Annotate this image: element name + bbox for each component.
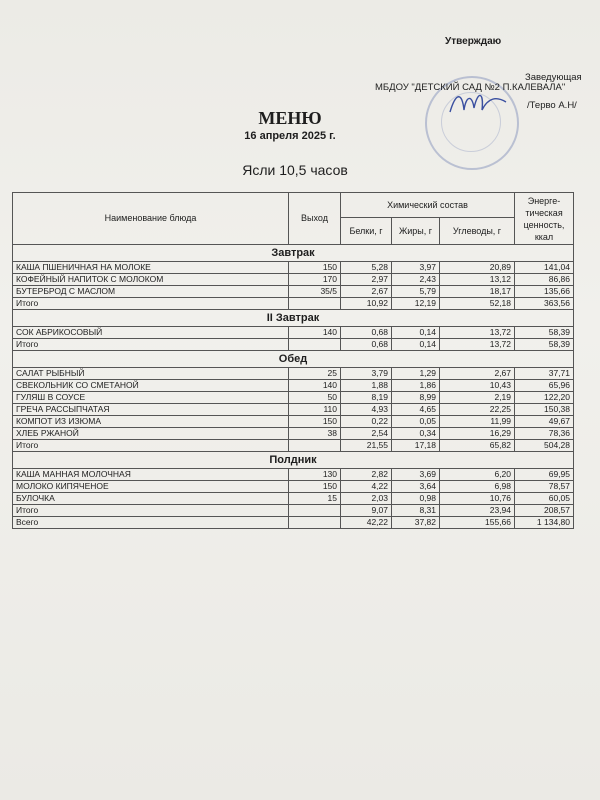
total-label: Итого <box>13 339 289 351</box>
protein-value: 4,93 <box>341 404 392 416</box>
energy-value: 60,05 <box>515 493 574 505</box>
dish-name: КОМПОТ ИЗ ИЗЮМА <box>13 416 289 428</box>
dish-yield: 35/5 <box>289 286 341 298</box>
section-header-row <box>13 351 574 368</box>
fat-value: 2,43 <box>392 274 440 286</box>
dish-yield: 38 <box>289 428 341 440</box>
grand-total-protein: 42,22 <box>341 517 392 529</box>
carbs-value: 2,67 <box>440 368 515 380</box>
total-energy: 363,56 <box>515 298 574 310</box>
dish-name: МОЛОКО КИПЯЧЕНОЕ <box>13 481 289 493</box>
protein-value: 2,03 <box>341 493 392 505</box>
table-row <box>13 274 574 286</box>
energy-value: 78,57 <box>515 481 574 493</box>
section-title: II Завтрак <box>13 310 574 327</box>
table-row <box>13 380 574 392</box>
head-title: Заведующая <box>525 72 582 83</box>
dish-name: КАША МАННАЯ МОЛОЧНАЯ <box>13 469 289 481</box>
carbs-value: 10,76 <box>440 493 515 505</box>
total-fat: 0,14 <box>392 339 440 351</box>
carbs-value: 11,99 <box>440 416 515 428</box>
protein-value: 0,68 <box>341 327 392 339</box>
carbs-value: 13,12 <box>440 274 515 286</box>
carbs-value: 2,19 <box>440 392 515 404</box>
total-label: Итого <box>13 440 289 452</box>
dish-yield: 150 <box>289 262 341 274</box>
group-name: Ясли 10,5 часов <box>242 162 348 178</box>
total-yield-empty <box>289 505 341 517</box>
approve-label: Утверждаю <box>445 36 502 47</box>
fat-value: 8,99 <box>392 392 440 404</box>
section-total-row <box>13 298 574 310</box>
fat-value: 5,79 <box>392 286 440 298</box>
dish-yield: 130 <box>289 469 341 481</box>
table-row <box>13 262 574 274</box>
signer-name: /Терво А.Н/ <box>527 100 577 111</box>
protein-value: 8,19 <box>341 392 392 404</box>
energy-value: 122,20 <box>515 392 574 404</box>
section-title: Завтрак <box>13 245 574 262</box>
table-row <box>13 286 574 298</box>
total-carbs: 13,72 <box>440 339 515 351</box>
total-energy: 58,39 <box>515 339 574 351</box>
carbs-value: 16,29 <box>440 428 515 440</box>
energy-value: 69,95 <box>515 469 574 481</box>
section-total-row <box>13 339 574 351</box>
total-energy: 504,28 <box>515 440 574 452</box>
dish-yield: 140 <box>289 327 341 339</box>
dish-yield: 110 <box>289 404 341 416</box>
protein-value: 3,79 <box>341 368 392 380</box>
section-total-row <box>13 505 574 517</box>
protein-value: 2,97 <box>341 274 392 286</box>
total-carbs: 23,94 <box>440 505 515 517</box>
dish-name: ГУЛЯШ В СОУСЕ <box>13 392 289 404</box>
carbs-value: 6,20 <box>440 469 515 481</box>
dish-yield: 50 <box>289 392 341 404</box>
energy-value: 65,96 <box>515 380 574 392</box>
total-fat: 17,18 <box>392 440 440 452</box>
grand-total-carbs: 155,66 <box>440 517 515 529</box>
carbs-value: 6,98 <box>440 481 515 493</box>
total-protein: 0,68 <box>341 339 392 351</box>
total-yield-empty <box>289 440 341 452</box>
header-carbs: Углеводы, г <box>440 218 515 245</box>
dish-yield: 25 <box>289 368 341 380</box>
carbs-value: 18,17 <box>440 286 515 298</box>
table-row <box>13 392 574 404</box>
dish-yield: 170 <box>289 274 341 286</box>
grand-total-energy: 1 134,80 <box>515 517 574 529</box>
dish-name: ГРЕЧА РАССЫПЧАТАЯ <box>13 404 289 416</box>
fat-value: 0,34 <box>392 428 440 440</box>
table-row <box>13 416 574 428</box>
fat-value: 0,05 <box>392 416 440 428</box>
section-header-row <box>13 452 574 469</box>
fat-value: 1,29 <box>392 368 440 380</box>
carbs-value: 22,25 <box>440 404 515 416</box>
total-carbs: 52,18 <box>440 298 515 310</box>
dish-name: ХЛЕБ РЖАНОЙ <box>13 428 289 440</box>
total-protein: 10,92 <box>341 298 392 310</box>
header-energy: Энерге-тическая ценность, ккал <box>515 193 574 245</box>
fat-value: 0,14 <box>392 327 440 339</box>
dish-name: СОК АБРИКОСОВЫЙ <box>13 327 289 339</box>
dish-name: САЛАТ РЫБНЫЙ <box>13 368 289 380</box>
grand-total-yield-empty <box>289 517 341 529</box>
energy-value: 78,36 <box>515 428 574 440</box>
energy-value: 150,38 <box>515 404 574 416</box>
page-title: МЕНЮ <box>258 108 322 128</box>
header-fat: Жиры, г <box>392 218 440 245</box>
energy-value: 37,71 <box>515 368 574 380</box>
fat-value: 3,69 <box>392 469 440 481</box>
protein-value: 1,88 <box>341 380 392 392</box>
menu-table-body <box>13 245 574 529</box>
grand-total-fat: 37,82 <box>392 517 440 529</box>
table-row <box>13 469 574 481</box>
organization-name: МБДОУ "ДЕТСКИЙ САД №2 П.КАЛЕВАЛА" <box>375 82 566 93</box>
grand-total-label: Всего <box>13 517 289 529</box>
energy-value: 86,86 <box>515 274 574 286</box>
fat-value: 3,64 <box>392 481 440 493</box>
total-fat: 12,19 <box>392 298 440 310</box>
carbs-value: 13,72 <box>440 327 515 339</box>
carbs-value: 10,43 <box>440 380 515 392</box>
energy-value: 58,39 <box>515 327 574 339</box>
dish-yield: 150 <box>289 481 341 493</box>
total-fat: 8,31 <box>392 505 440 517</box>
total-protein: 9,07 <box>341 505 392 517</box>
menu-table <box>12 192 574 529</box>
header-protein: Белки, г <box>341 218 392 245</box>
menu-date: 16 апреля 2025 г. <box>244 130 336 142</box>
fat-value: 4,65 <box>392 404 440 416</box>
header-dish: Наименование блюда <box>13 193 289 245</box>
dish-name: КАША ПШЕНИЧНАЯ НА МОЛОКЕ <box>13 262 289 274</box>
total-label: Итого <box>13 505 289 517</box>
protein-value: 2,67 <box>341 286 392 298</box>
total-label: Итого <box>13 298 289 310</box>
section-title: Полдник <box>13 452 574 469</box>
dish-name: КОФЕЙНЫЙ НАПИТОК С МОЛОКОМ <box>13 274 289 286</box>
grand-total-row <box>13 517 574 529</box>
dish-yield: 15 <box>289 493 341 505</box>
total-yield-empty <box>289 298 341 310</box>
header-yield: Выход <box>289 193 341 245</box>
protein-value: 2,82 <box>341 469 392 481</box>
total-protein: 21,55 <box>341 440 392 452</box>
energy-value: 49,67 <box>515 416 574 428</box>
section-header-row <box>13 245 574 262</box>
section-title: Обед <box>13 351 574 368</box>
section-header-row <box>13 310 574 327</box>
total-yield-empty <box>289 339 341 351</box>
table-row <box>13 368 574 380</box>
fat-value: 0,98 <box>392 493 440 505</box>
protein-value: 5,28 <box>341 262 392 274</box>
table-row <box>13 481 574 493</box>
protein-value: 4,22 <box>341 481 392 493</box>
dish-yield: 150 <box>289 416 341 428</box>
dish-name: СВЕКОЛЬНИК СО СМЕТАНОЙ <box>13 380 289 392</box>
dish-name: БУЛОЧКА <box>13 493 289 505</box>
table-row <box>13 404 574 416</box>
carbs-value: 20,89 <box>440 262 515 274</box>
table-row <box>13 493 574 505</box>
header-chem: Химический состав <box>341 193 515 218</box>
total-carbs: 65,82 <box>440 440 515 452</box>
total-energy: 208,57 <box>515 505 574 517</box>
protein-value: 0,22 <box>341 416 392 428</box>
table-row <box>13 327 574 339</box>
dish-yield: 140 <box>289 380 341 392</box>
fat-value: 1,86 <box>392 380 440 392</box>
energy-value: 135,66 <box>515 286 574 298</box>
dish-name: БУТЕРБРОД С МАСЛОМ <box>13 286 289 298</box>
energy-value: 141,04 <box>515 262 574 274</box>
section-total-row <box>13 440 574 452</box>
table-row <box>13 428 574 440</box>
protein-value: 2,54 <box>341 428 392 440</box>
fat-value: 3,97 <box>392 262 440 274</box>
